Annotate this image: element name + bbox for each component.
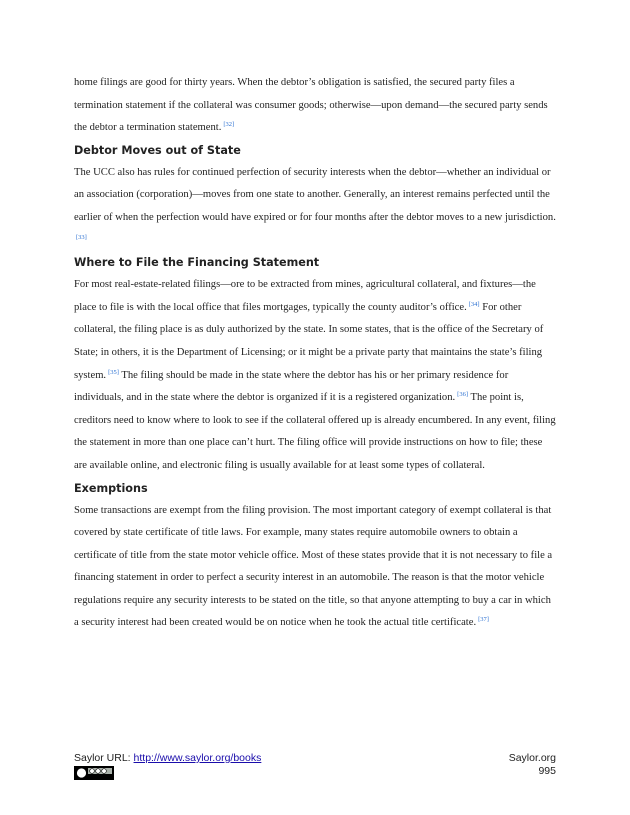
heading-debtor-moves: Debtor Moves out of State — [74, 143, 241, 157]
footnote-ref-35[interactable]: [35] — [108, 368, 119, 376]
footnote-ref-32[interactable]: [32] — [223, 121, 235, 129]
paragraph-text: For other collateral, the filing place is as duly authorized by the state. In some states, that is the office of the Secretary of State; in others, it is the Department of Licensing; or it might be a private party that maintains the state’s filing system. — [74, 301, 544, 381]
saylor-url-link[interactable]: http://www.saylor.org/books — [133, 752, 262, 764]
footnote-ref-34[interactable]: [34] — [468, 300, 480, 308]
saylor-url-label: Saylor URL: — [74, 752, 131, 764]
paragraph-text: home filings are good for thirty years. When the debtor’s obligation is satisfied, the secured party files a termination statement if the collateral was consumer goods; otherwise—upon demand—the secured party sends the debtor a termination statement. — [74, 77, 548, 134]
heading-where-to-file: Where to File the Financing Statement — [74, 256, 320, 270]
paragraph-exemptions — [74, 500, 556, 636]
footer-site: Saylor.org — [508, 752, 556, 764]
footer-source — [74, 752, 261, 764]
footer-page-info — [509, 752, 556, 778]
page-content — [74, 72, 556, 635]
paragraph-text: The UCC also has rules for continued perfection of security interests when the debtor—whether an individual or an association (corporation)—moves from one state to another. Generally, an interest remains perfected until the earlier of when the perfection would have expired or for four months after the debtor moves to a new jurisdiction. — [74, 166, 556, 223]
page-number: 995 — [538, 765, 556, 777]
creative-commons-license-icon[interactable] — [74, 766, 114, 780]
footnote-ref-33[interactable]: [33] — [76, 233, 87, 241]
paragraph-debtor-moves — [74, 162, 556, 252]
paragraph-home-filings — [74, 72, 556, 140]
paragraph-text: For most real-estate-related filings—ore to be extracted from mines, agricultural collateral, and fixtures—the place to file is with the local office that files mortgages, typically the county auditor’s office. — [74, 279, 536, 313]
footnote-ref-36[interactable]: [36] — [457, 391, 469, 399]
page-footer — [74, 752, 556, 792]
paragraph-text: The point is, creditors need to know where to look to see if the collateral offered up is already encumbered. In any event, filing the statement in more than one place can’t hurt. The filing office will provide instructions on how to file; these are available online, and electronic filing is usually available for at least some types of collateral. — [74, 392, 556, 471]
paragraph-text: Some transactions are exempt from the filing provision. The most important category of exempt collateral is that covered by state certificate of title laws. For example, many states require automobile owners to obtain a certificate of title from the state motor vehicle office. Most of these states provide that it is not necessary to file a financing statement in order to perfect a security interest in an automobile. The reason is that the motor vehicle regulations require any security interests to be stated on the title, so that anyone attempting to buy a car in which a security interest had been created would be on notice when he took the actual title certificate. — [74, 504, 553, 629]
heading-exemptions: Exemptions — [74, 481, 148, 495]
paragraph-text: The filing should be made in the state where the debtor has his or her primary residence for individuals, and in the state where the debtor is organized if it is a registered organization. — [74, 369, 509, 404]
paragraph-where-to-file — [74, 274, 556, 477]
footnote-ref-37[interactable]: [37] — [478, 616, 489, 624]
